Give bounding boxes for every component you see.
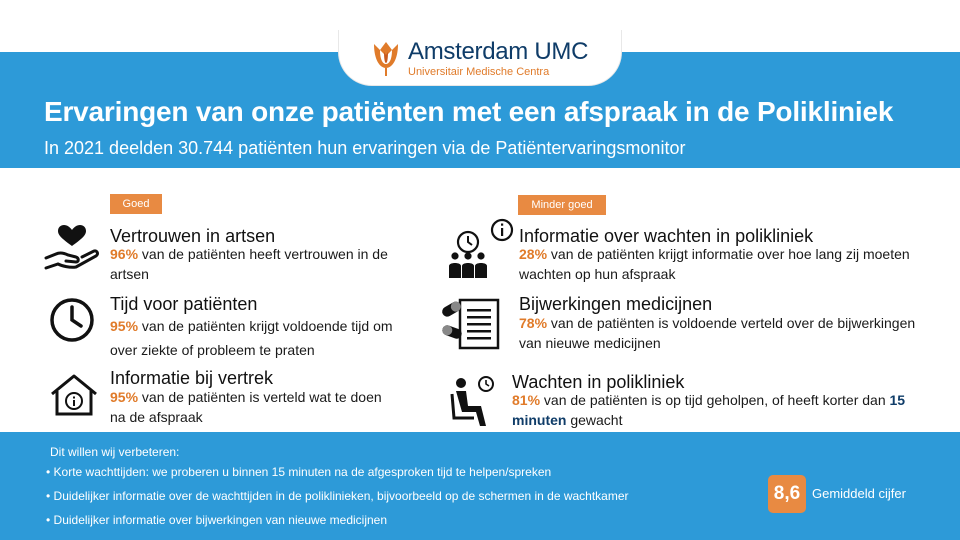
item-text — [110, 314, 420, 362]
item-title: Informatie bij vertrek — [110, 368, 274, 388]
waiting-room-info-icon — [440, 216, 516, 280]
item-percentage: 95% — [110, 318, 139, 334]
item-description: van de patiënten krijgt voldoende tijd om over ziekte of probleem te praten — [110, 318, 393, 358]
item-title: Tijd voor patiënten — [110, 294, 258, 314]
improvement-item: • Duidelijker informatie over bijwerkingen van nieuwe medicijnen — [46, 513, 388, 527]
item-text — [519, 244, 929, 284]
item-description: van de patiënten is voldoende verteld over de bijwerkingen van nieuwe medicijnen — [519, 315, 916, 351]
less-good-badge: Minder goed — [518, 195, 606, 215]
item-percentage: 28% — [519, 246, 548, 262]
item-percentage: 81% — [512, 392, 541, 408]
good-badge: Goed — [110, 194, 162, 214]
improvement-item: • Duidelijker informatie over de wachttijden in de poliklinieken, bijvoorbeeld op de schermen in de wachtkamer — [46, 489, 629, 503]
item-highlight: 15 minuten — [512, 392, 906, 428]
item-text — [110, 387, 400, 427]
item-percentage: 96% — [110, 246, 139, 262]
item-percentage: 95% — [110, 389, 139, 405]
item-text — [519, 313, 919, 353]
logo-name: Amsterdam UMC — [408, 37, 589, 65]
seated-person-clock-icon — [448, 374, 496, 430]
item-title: Vertrouwen in artsen — [110, 226, 276, 246]
pills-document-icon — [440, 298, 502, 350]
score-label: Gemiddeld cijfer — [812, 486, 906, 501]
improvement-item: • Korte wachttijden: we proberen u binnen 15 minuten na de afgesproken tijd te helpen/spreken — [46, 465, 552, 479]
item-title: Informatie over wachten in polikliniek — [519, 226, 814, 246]
tulip-logo-icon — [370, 38, 402, 78]
logo-subtitle: Universitair Medische Centra — [408, 65, 550, 78]
improvements-heading: Dit willen wij verbeteren: — [50, 445, 180, 459]
item-text — [110, 244, 410, 284]
item-text — [512, 390, 932, 430]
item-title: Bijwerkingen medicijnen — [519, 294, 713, 314]
page-title: Ervaringen van onze patiënten met een afspraak in de Polikliniek — [44, 96, 894, 127]
item-description: van de patiënten krijgt informatie over hoe lang zij moeten wachten op hun afspraak — [519, 246, 910, 282]
item-description: van de patiënten is verteld wat te doen na de afspraak — [110, 389, 382, 425]
page-subtitle: In 2021 deelden 30.744 patiënten hun ervaringen via de Patiëntervaringsmonitor — [44, 138, 686, 158]
clock-icon — [48, 296, 96, 344]
item-title: Wachten in polikliniek — [512, 372, 685, 392]
logo — [370, 36, 610, 80]
score-badge: 8,6 — [768, 475, 806, 513]
item-percentage: 78% — [519, 315, 548, 331]
item-description: van de patiënten heeft vertrouwen in de artsen — [110, 246, 388, 282]
heart-in-hand-icon — [44, 222, 100, 272]
house-info-icon — [48, 372, 100, 418]
item-description-end: gewacht — [566, 412, 623, 428]
item-description: van de patiënten is op tijd geholpen, of heeft korter dan — [540, 392, 890, 408]
